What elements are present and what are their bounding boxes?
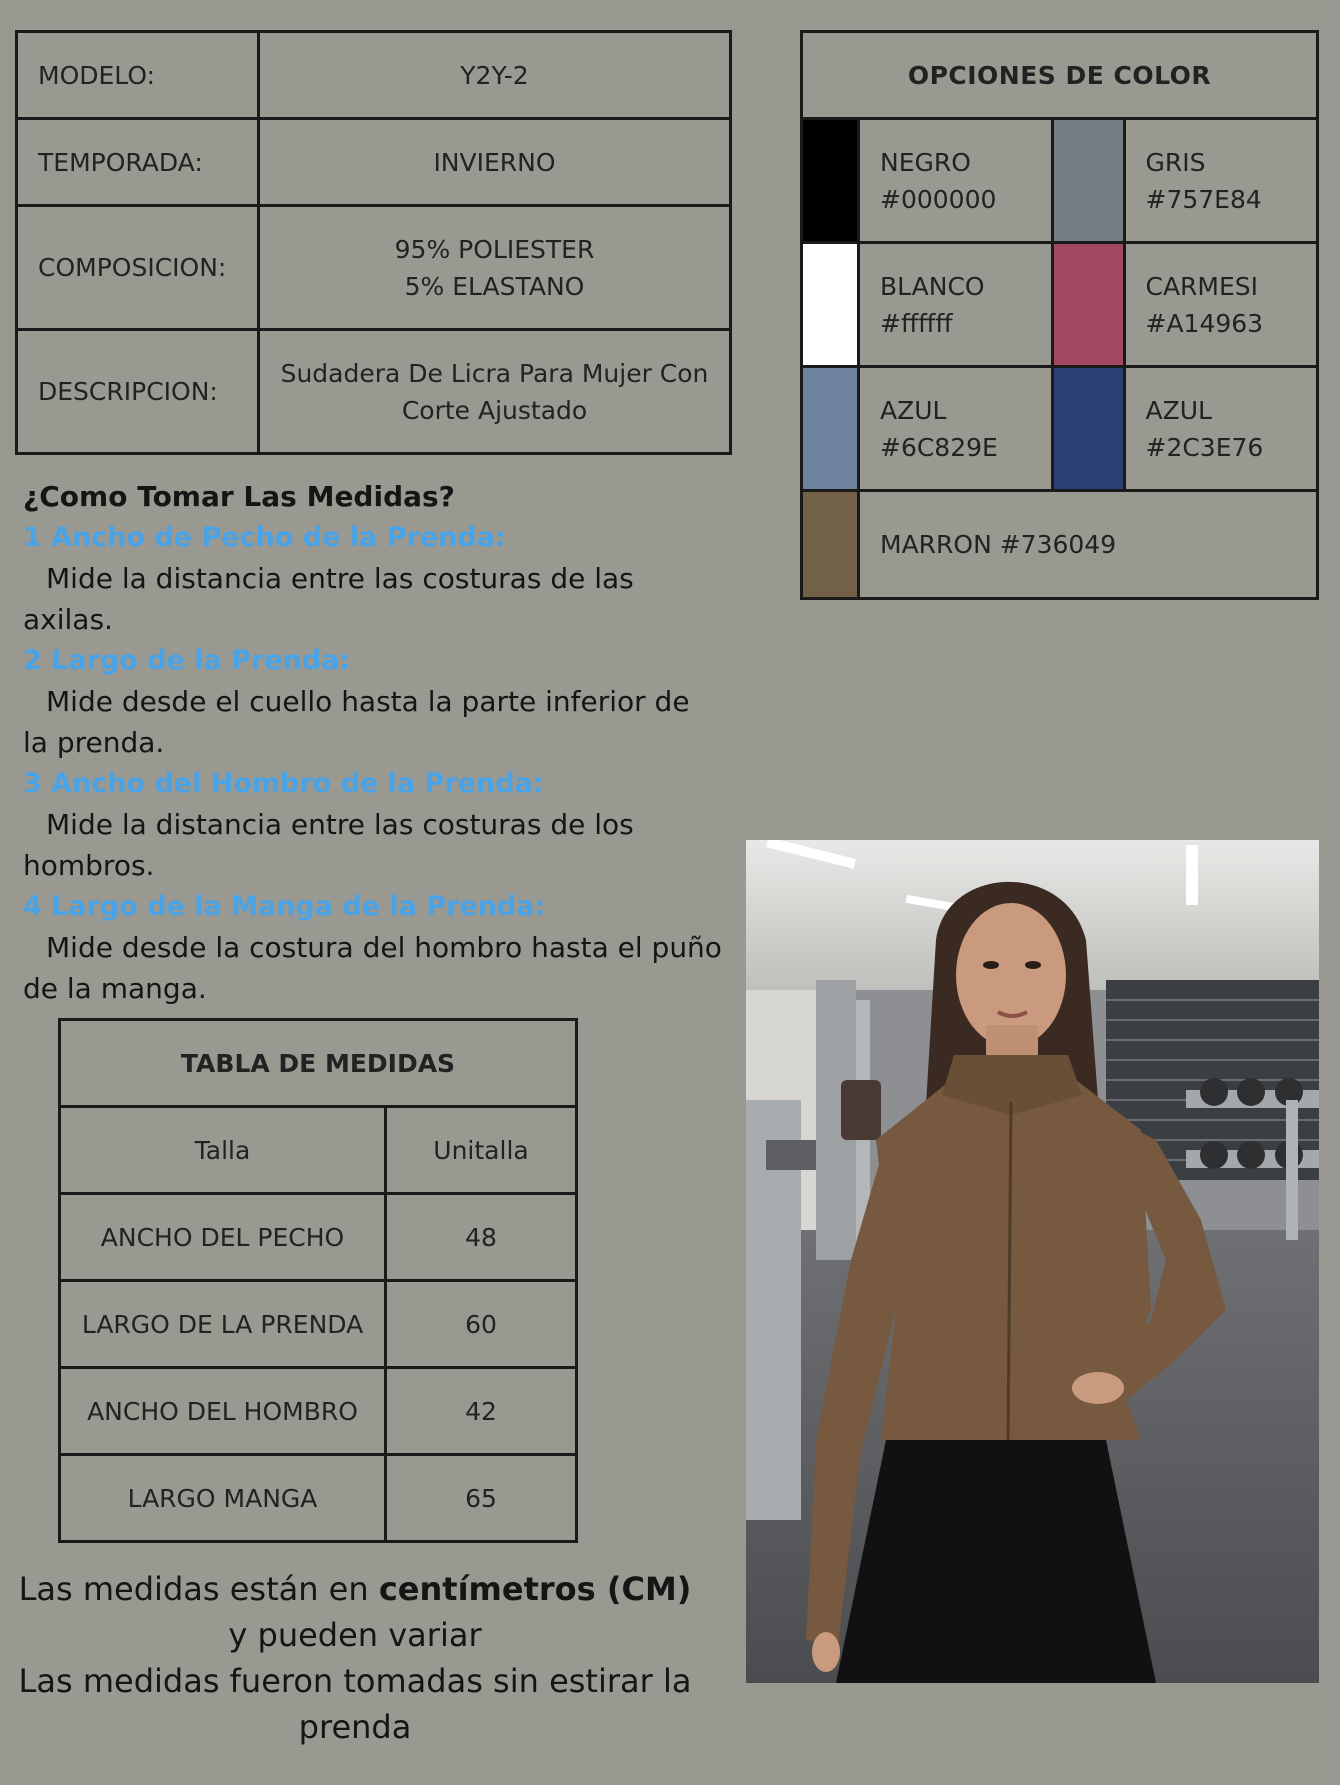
step-title: 4 Largo de la Manga de la Prenda: <box>23 891 546 922</box>
color-name-cell <box>1124 243 1318 367</box>
color-table-header <box>802 32 1318 119</box>
size-table-title: TABLA DE MEDIDAS <box>60 1020 577 1107</box>
info-value-line: Y2Y-2 <box>460 60 529 90</box>
info-row-description <box>17 330 731 454</box>
color-code: #000000 <box>880 184 997 214</box>
color-row <box>802 491 1318 599</box>
color-code: #757E84 <box>1145 184 1262 214</box>
measure-label: LARGO DE LA PRENDA <box>60 1281 386 1368</box>
measuring-instructions <box>23 476 723 1009</box>
color-name-cell <box>859 367 1053 491</box>
measure-value: 65 <box>386 1455 577 1542</box>
color-name: AZUL <box>1145 395 1212 425</box>
info-value-line: INVIERNO <box>433 147 556 177</box>
note-line-2: Las medidas fueron tomadas sin estirar la prenda <box>18 1662 692 1746</box>
info-row-composition <box>17 206 731 330</box>
info-value <box>259 206 731 330</box>
measure-label: ANCHO DEL PECHO <box>60 1194 386 1281</box>
color-code: #ffffff <box>880 308 953 338</box>
size-table-header-row <box>60 1107 577 1194</box>
color-swatch-light-blue <box>802 367 859 491</box>
note-unit: centímetros (CM) <box>378 1570 692 1608</box>
measure-label: ANCHO DEL HOMBRO <box>60 1368 386 1455</box>
info-label: DESCRIPCION: <box>17 330 259 454</box>
color-name: CARMESI <box>1145 271 1259 301</box>
info-label: TEMPORADA: <box>17 119 259 206</box>
info-value-line: 95% POLIESTER <box>394 234 595 264</box>
note-text: Las medidas están en <box>18 1570 379 1608</box>
color-code: #2C3E76 <box>1145 432 1264 462</box>
size-chart-table <box>58 1018 578 1543</box>
color-name-cell <box>859 243 1053 367</box>
color-name-cell: MARRON #736049 <box>859 491 1318 599</box>
measurement-note <box>15 1566 695 1750</box>
note-text: y pueden variar <box>228 1616 482 1654</box>
product-photo <box>746 840 1319 1683</box>
info-value <box>259 32 731 119</box>
color-swatch-black <box>802 119 859 243</box>
product-info-table <box>15 30 732 455</box>
info-value <box>259 330 731 454</box>
step-text: Mide la distancia entre las costuras de las axilas. <box>23 562 634 636</box>
color-name: BLANCO <box>880 271 985 301</box>
color-name: NEGRO <box>880 147 971 177</box>
measure-value: 42 <box>386 1368 577 1455</box>
instructions-title: ¿Como Tomar Las Medidas? <box>23 480 455 513</box>
model-wearing-jacket-image <box>746 840 1319 1683</box>
color-code: #A14963 <box>1145 308 1264 338</box>
color-swatch-brown <box>802 491 859 599</box>
step-text: Mide desde la costura del hombro hasta el puño de la manga. <box>23 931 722 1005</box>
size-table-title-row <box>60 1020 577 1107</box>
info-value-line: 5% ELASTANO <box>404 271 585 301</box>
color-row <box>802 243 1318 367</box>
info-value-line: Corte Ajustado <box>401 395 588 425</box>
step-title: 3 Ancho del Hombro de la Prenda: <box>23 768 544 799</box>
table-row <box>60 1281 577 1368</box>
info-label: MODELO: <box>17 32 259 119</box>
size-header-value: Unitalla <box>386 1107 577 1194</box>
note-line-1 <box>15 1566 695 1658</box>
color-swatch-white <box>802 243 859 367</box>
color-name-cell <box>1124 119 1318 243</box>
measure-value: 48 <box>386 1194 577 1281</box>
color-swatch-crimson <box>1052 243 1124 367</box>
table-row <box>60 1455 577 1542</box>
color-name: GRIS <box>1145 147 1206 177</box>
color-name-cell <box>859 119 1053 243</box>
table-row <box>60 1368 577 1455</box>
color-swatch-gray <box>1052 119 1124 243</box>
info-row-season <box>17 119 731 206</box>
info-row-model <box>17 32 731 119</box>
color-row <box>802 119 1318 243</box>
table-row <box>60 1194 577 1281</box>
step-title: 2 Largo de la Prenda: <box>23 645 351 676</box>
measure-label: LARGO MANGA <box>60 1455 386 1542</box>
size-header-label: Talla <box>60 1107 386 1194</box>
info-label: COMPOSICION: <box>17 206 259 330</box>
color-options-title: OPCIONES DE COLOR <box>802 32 1318 119</box>
color-row <box>802 367 1318 491</box>
color-name-cell <box>1124 367 1318 491</box>
color-swatch-navy <box>1052 367 1124 491</box>
step-text: Mide la distancia entre las costuras de los hombros. <box>23 808 634 882</box>
color-options-table <box>800 30 1319 600</box>
color-code: #6C829E <box>880 432 998 462</box>
color-name: AZUL <box>880 395 947 425</box>
info-value-line: Sudadera De Licra Para Mujer Con <box>280 358 709 388</box>
step-text: Mide desde el cuello hasta la parte inferior de la prenda. <box>23 685 690 759</box>
step-title: 1 Ancho de Pecho de la Prenda: <box>23 522 506 553</box>
measure-value: 60 <box>386 1281 577 1368</box>
info-value <box>259 119 731 206</box>
